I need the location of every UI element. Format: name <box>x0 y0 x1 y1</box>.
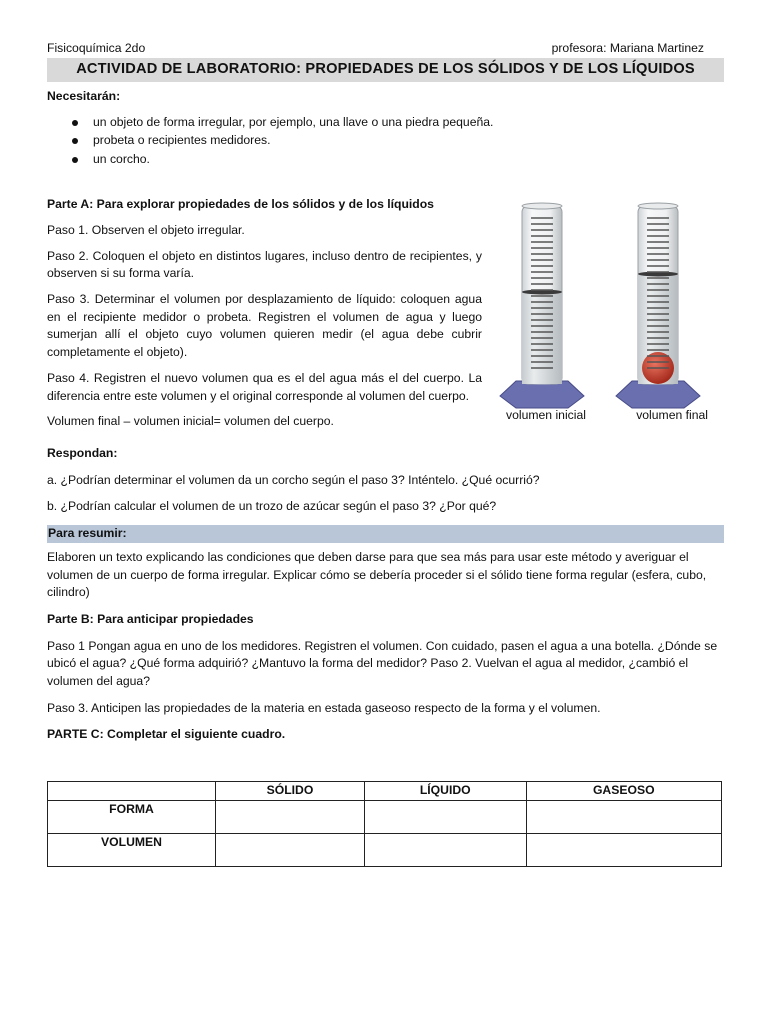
questions-heading: Respondan: <box>47 445 118 460</box>
part-b-heading: Parte B: Para anticipar propiedades <box>47 612 254 627</box>
caption-final-volume: volumen final <box>636 408 708 423</box>
list-item: un objeto de forma irregular, por ejemplo, una llave o una piedra pequeña. <box>71 114 724 133</box>
table-cell[interactable] <box>526 800 721 833</box>
part-a-section <box>47 196 724 439</box>
part-b-step-1: Paso 1 Pongan agua en uno de los medidores. Registren el volumen. Con cuidado, pasen el agua a una botella. ¿Dónde se ubicó el agua? ¿Qué forma adquirió? ¿Mantuvo la forma del medidor? Paso 2. Vuelvan el agua al medidor, ¿cambió el volumen del agua? <box>47 638 718 689</box>
teacher-label: profesora: Mariana Martinez <box>551 41 704 55</box>
cylinders-illustration <box>494 196 724 411</box>
column-header: GASEOSO <box>526 782 721 801</box>
table-corner-cell <box>48 782 216 801</box>
states-table <box>47 781 722 867</box>
row-label: VOLUMEN <box>48 833 216 866</box>
summary-heading: Para resumir: <box>47 525 724 543</box>
table-cell[interactable] <box>216 833 365 866</box>
table-row <box>48 833 722 866</box>
table-cell[interactable] <box>364 800 526 833</box>
materials-list <box>47 114 724 170</box>
document-page <box>47 40 724 867</box>
part-c-heading: PARTE C: Completar el siguiente cuadro. <box>47 727 286 742</box>
initial-cylinder <box>500 203 584 408</box>
summary-text: Elaboren un texto explicando las condiciones que deben darse para que sea más para usar este método y averiguar el volumen de un cuerpo de forma irregular. Explicar cómo se debería proceder si el sólido tiene forma regular (esfera, cubo, cilindro) <box>47 549 707 600</box>
table-cell[interactable] <box>526 833 721 866</box>
materials-heading: Necesitarán: <box>47 89 121 104</box>
document-header <box>47 40 724 58</box>
column-header: LÍQUIDO <box>364 782 526 801</box>
question-a: a. ¿Podrían determinar el volumen da un corcho según el paso 3? Inténtelo. ¿Qué ocurrió? <box>47 472 540 487</box>
graduated-cylinders-figure <box>494 196 724 439</box>
final-cylinder <box>616 203 700 408</box>
table-header-row <box>48 782 722 801</box>
table-cell[interactable] <box>364 833 526 866</box>
column-header: SÓLIDO <box>216 782 365 801</box>
part-a-text <box>47 196 482 439</box>
step-1: Paso 1. Observen el objeto irregular. <box>47 223 245 238</box>
volume-formula: Volumen final – volumen inicial= volumen del cuerpo. <box>47 414 334 429</box>
table-cell[interactable] <box>216 800 365 833</box>
figure-captions <box>494 407 724 425</box>
list-item: un corcho. <box>71 151 724 170</box>
part-b-step-3: Paso 3. Anticipen las propiedades de la materia en estada gaseoso respecto de la forma y el volumen. <box>47 700 601 715</box>
question-b: b. ¿Podrían calcular el volumen de un trozo de azúcar según el paso 3? ¿Por qué? <box>47 499 497 514</box>
step-2: Paso 2. Coloquen el objeto en distintos lugares, incluso dentro de recipientes, y observen si su forma varía. <box>47 248 482 281</box>
list-item: probeta o recipientes medidores. <box>71 132 724 151</box>
row-label: FORMA <box>48 800 216 833</box>
table-row <box>48 800 722 833</box>
part-a-heading: Parte A: Para explorar propiedades de los sólidos y de los líquidos <box>47 197 434 212</box>
caption-initial-volume: volumen inicial <box>506 408 586 423</box>
step-3: Paso 3. Determinar el volumen por desplazamiento de líquido: coloquen agua en el recipiente medidor o probeta. Registren el volumen de agua y luego sumerjan allí el objeto cuyo volumen quieren medir (el agua debe cubrir completamente el objeto). <box>47 292 482 360</box>
course-label: Fisicoquímica 2do <box>47 41 146 55</box>
step-4: Paso 4. Registren el nuevo volumen qua es el del agua más el del cuerpo. La diferencia entre este volumen y el original corresponde al volumen del cuerpo. <box>47 370 482 403</box>
activity-title: ACTIVIDAD DE LABORATORIO: PROPIEDADES DE LOS SÓLIDOS Y DE LOS LÍQUIDOS <box>47 58 724 82</box>
